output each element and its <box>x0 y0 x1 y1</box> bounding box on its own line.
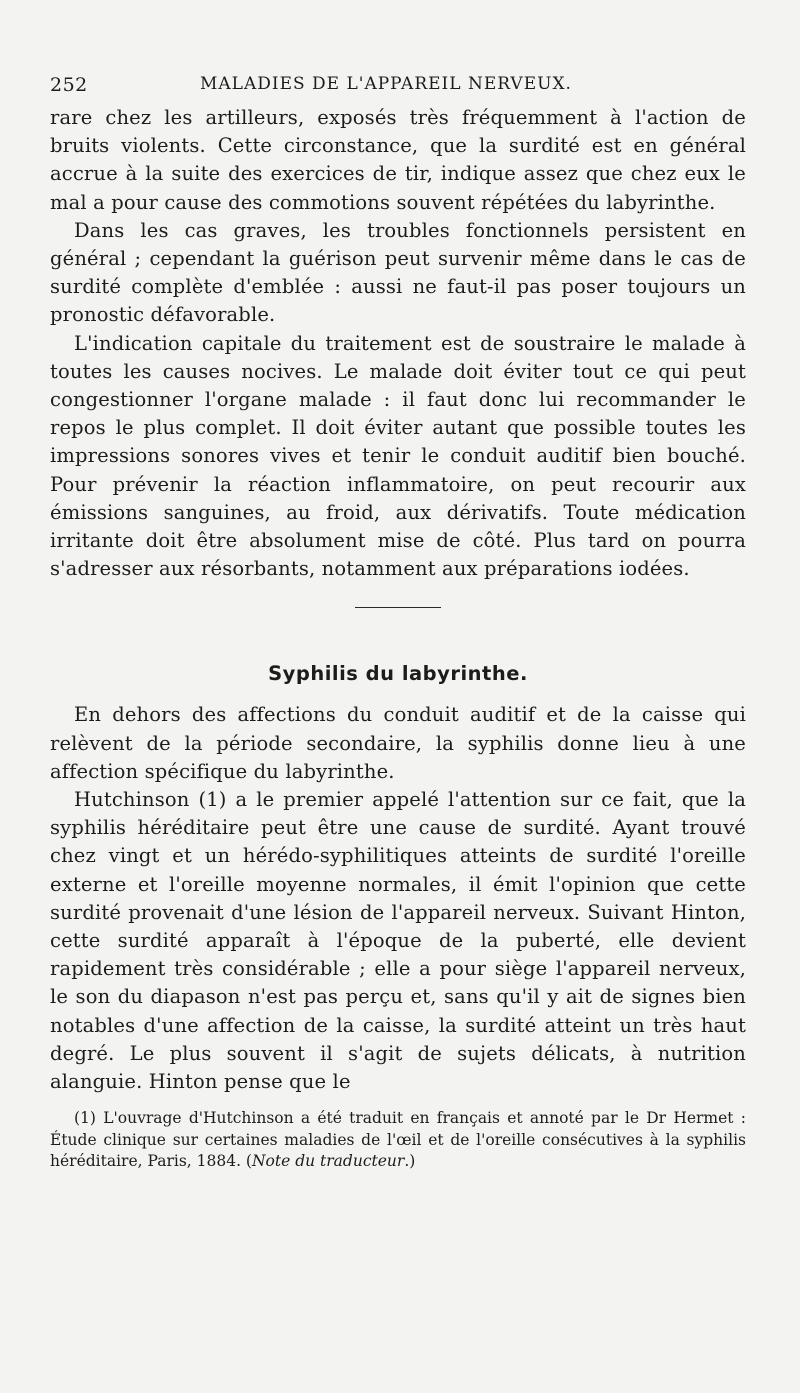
footnote-text: (1) L'ouvrage d'Hutchinson a été traduit en français et annoté par le Dr Hermet : Étude clinique sur certaines maladies de l'œil et de l'oreille consécutives à la syphilis héréditaire, Paris, 1884. ( <box>50 1109 746 1171</box>
footnote-translator-note: Note du traducteur <box>251 1152 405 1171</box>
book-page <box>50 70 746 1173</box>
footnote-closing: .) <box>404 1152 416 1171</box>
paragraph-treatment: L'indication capitale du traitement est de soustraire le malade à toutes les causes nocives. Le malade doit éviter tout ce qui peut congestionner l'organe malade : il faut donc lui recommander le repos le plus complet. Il doit éviter autant que possible toutes les impressions sonores vives et tenir le conduit auditif bien bouché. Pour prévenir la réaction inflammatoire, on peut recourir aux émissions sanguines, au froid, aux dérivatifs. Toute médication irritante doit être absolument mise de côté. Plus tard on pourra s'adresser aux résorbants, notamment aux préparations iodées. <box>50 331 746 581</box>
section-paragraph-hutchinson: Hutchinson (1) a le premier appelé l'attention sur ce fait, que la syphilis héréditaire peut être une cause de surdité. Ayant trouvé chez vingt et un hérédo-syphilitiques atteints de surdité l'oreille externe et l'oreille moyenne normales, il émit l'opinion que cette surdité provenait d'une lésion de l'appareil nerveux. Suivant Hinton, cette surdité apparaît à l'époque de la puberté, elle devient rapidement très considérable ; elle a pour siège l'appareil nerveux, le son du diapason n'est pas perçu et, sans qu'il y ait de signes bien notables d'une affection de la caisse, la surdité atteint un très haut degré. Le plus souvent il s'agit de sujets délicats, à nutrition alanguie. Hinton pense que le <box>50 788 746 1094</box>
section-paragraph-intro: En dehors des affections du conduit auditif et de la caisse qui relèvent de la période secondaire, la syphilis donne lieu à une affection spécifique du labyrinthe. <box>50 703 746 783</box>
section-heading: Syphilis du labyrinthe. <box>268 662 528 686</box>
running-title: MALADIES DE L'APPAREIL NERVEUX. <box>200 74 572 94</box>
main-text <box>50 104 746 583</box>
page-number: 252 <box>50 74 88 96</box>
paragraph-prognosis: Dans les cas graves, les troubles fonctionnels persistent en général ; cependant la guérison peut survenir même dans le cas de surdité complète d'emblée : aussi ne faut-il pas poser toujours un pronostic défavorable. <box>50 218 746 327</box>
section-divider <box>355 607 441 608</box>
section-text <box>50 701 746 1096</box>
footnote <box>50 1108 746 1173</box>
running-header <box>50 70 746 104</box>
paragraph-continuation: rare chez les artilleurs, exposés très fréquemment à l'action de bruits violents. Cette circonstance, que la surdité est en général accrue à la suite des exercices de tir, indique assez que chez eux le mal a pour cause des commotions souvent répétées du labyrinthe. <box>50 106 746 214</box>
